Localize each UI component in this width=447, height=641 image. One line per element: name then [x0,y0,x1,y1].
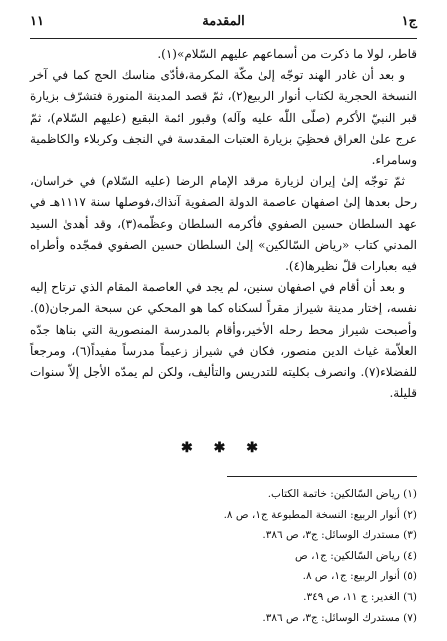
paragraph: و بعد أن غادر الهند توجّه إلىٰ مكّة المكرمة،فأدّى مناسك الحج كما في آخر النسخة الحجرية لكتاب أنوار الربيع(٢)، ثمّ قصد المدينة المنورة فتشرّف بزيارة قبر النبيّ الأكرم (صلّى اللّٰه عليه وآله) وقبور ائمة البقيع (عليهم السّلام)، ثمّ عرج علىٰ العراق فحظِيَ بزيارة العتبات المقدسة في النجف وكربلاء والكاظمية وسامراء. [30,68,417,168]
header-divider [30,38,417,39]
volume-label: ج١ [401,14,417,29]
page-header [30,12,417,34]
footnote: (٣) مستدرك الوسائل: ج٣، ص ٣٨٦. [262,529,417,542]
footnote: (٤) رياض السّالكين: ج١، ص [295,549,417,562]
paragraph: و بعد أن أقام في اصفهان سنين، لم يجد في العاصمة المقام الذي ترتاح إليه نفسه، إختار مدينة شيراز مقراً لسكناه كما هو المحكي عن سبحة المرجان(٥). وأصبحت شيراز محط رحله الأخير،وأقام بالمدرسة المنصورية التي بناها جدّه العلاّمة غياث الدين منصور، فكان في شيراز زعيماً مدرساً مفيداً(٦)، ومرجعاً للفضلاء(٧). وانصرف بكليته للتدريس والتأليف، ولكن لم يمدّه الأجل إلاّ سنوات قليلة. [30,280,417,401]
paragraph: ثمّ توجّه إلىٰ إيران لزيارة مرقد الإمام الرضا (عليه السّلام) في خراسان، رحل بعدها إلىٰ اصفهان عاصمة الدولة الصفوية آنذاك،فوصلها سنة ١١١٧هـ في عهد السلطان حسين الصفوي فأكرمه السلطان وعظّمه(٣)، وقد أهدىٰ السيد المدني كتاب «رياض السّالكين» إلىٰ السلطان حسين الصفوي فمجّده وأطراه فيه بعبارات قلّ نظيرها(٤). [30,174,418,274]
footnote: (١) رياض السّالكين: خاتمة الكتاب. [267,488,417,500]
footnote: (٦) الغدير: ج ١١، ص ٣٤٩. [303,590,417,603]
section-title: المقدمة [202,14,245,29]
footnote: (٢) أنوار الربيع: النسخة المطبوعة ج١، ص ٨. [223,508,417,521]
footnote-divider [227,476,417,477]
page-number: ١١ [30,14,44,29]
footnote: (٧) مستدرك الوسائل: ج٣، ص ٣٨٦. [262,611,417,624]
main-text [30,44,417,404]
footnote: (٥) أنوار الربيع: ج١، ص ٨. [302,570,417,583]
footnotes-list [30,484,417,628]
section-separator: ✱ ✱ ✱ [181,440,266,456]
paragraph: قاطر، لولا ما ذكرت من أسماعهم عليهم السّلام»(١). [157,47,417,61]
